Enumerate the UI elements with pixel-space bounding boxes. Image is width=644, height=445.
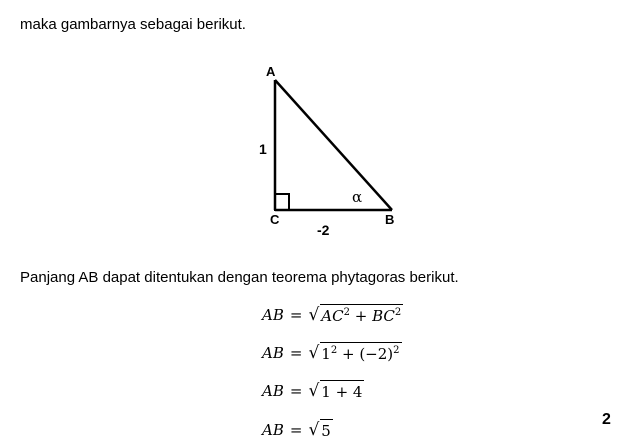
radical-sign-icon: √ (308, 381, 320, 401)
square-root (308, 342, 401, 364)
radicand (320, 342, 401, 364)
term-one: 1 (321, 345, 331, 363)
equals-sign: = (289, 421, 303, 439)
exponent: 2 (393, 345, 400, 356)
intro-text: maka gambarnya sebagai berikut. (20, 16, 246, 33)
side-ac-label: 1 (259, 141, 267, 157)
radicand (320, 304, 403, 326)
plus-sign: + (349, 307, 373, 325)
radical-sign-icon: √ (308, 343, 320, 363)
vertex-c-label: C (270, 212, 280, 227)
equals-sign: = (289, 306, 303, 324)
equation-lhs: AB (262, 306, 284, 324)
exponent: 2 (394, 307, 402, 318)
right-angle-marker (275, 194, 289, 210)
term-ac: AC (321, 307, 344, 325)
square-root (308, 419, 332, 441)
radical-sign-icon: √ (308, 305, 320, 325)
exponent: 2 (330, 345, 338, 356)
square-root (308, 380, 364, 402)
page-number: 2 (602, 411, 611, 428)
equation-lhs: AB (262, 421, 284, 439)
side-ab (275, 80, 392, 210)
term-minus-two: (−2) (359, 345, 394, 363)
equals-sign: = (289, 382, 303, 400)
exponent: 2 (343, 307, 350, 318)
side-bc-label: -2 (317, 222, 330, 238)
right-triangle-figure (250, 60, 420, 240)
equation-3 (262, 378, 364, 404)
square-root (308, 304, 403, 326)
radicand: 1 + 4 (320, 380, 364, 402)
plus-sign: + (337, 345, 360, 363)
explanation-text: Panjang AB dapat ditentukan dengan teorema phytagoras berikut. (20, 269, 459, 286)
equation-1 (262, 302, 403, 328)
angle-alpha-label: α (352, 188, 363, 206)
triangle-shape (275, 80, 392, 210)
radicand: 5 (320, 419, 333, 441)
equation-4 (262, 417, 333, 443)
radical-sign-icon: √ (308, 420, 320, 440)
equation-lhs: AB (262, 382, 284, 400)
vertex-a-label: A (266, 64, 276, 79)
equals-sign: = (289, 344, 303, 362)
vertex-b-label: B (385, 212, 395, 227)
equation-2 (262, 340, 402, 366)
equation-lhs: AB (262, 344, 284, 362)
term-bc: BC (372, 307, 395, 325)
